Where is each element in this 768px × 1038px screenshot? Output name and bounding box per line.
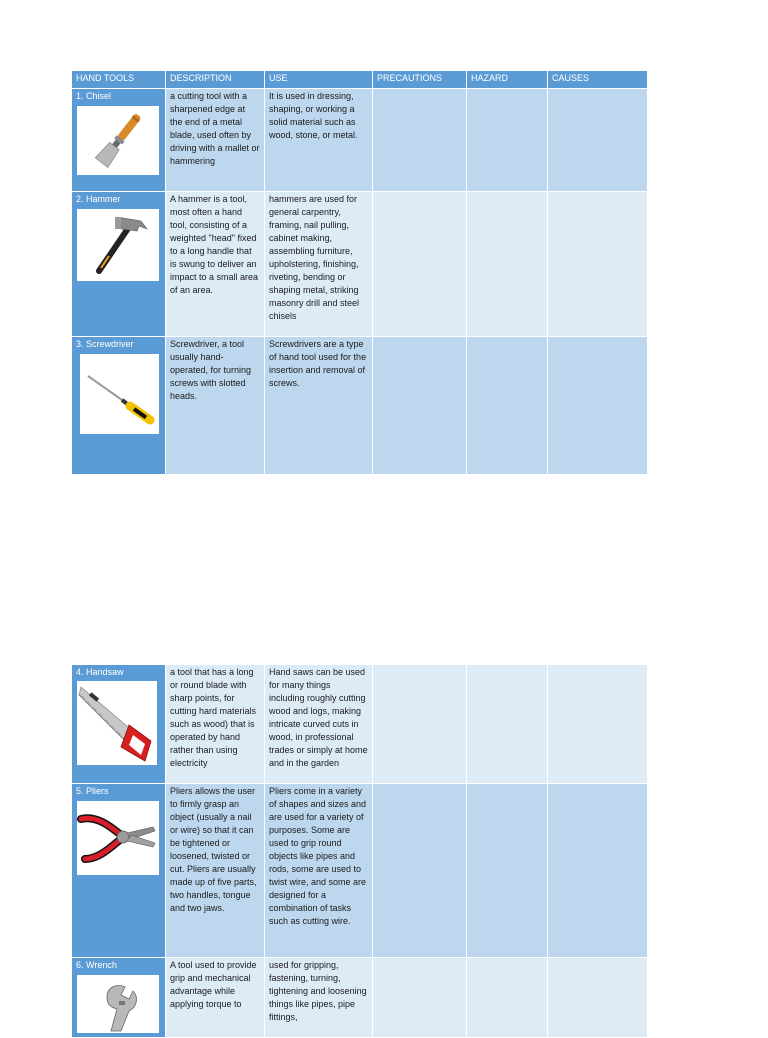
table-row <box>72 958 648 1038</box>
tool-cell <box>72 958 166 1038</box>
use-cell <box>265 192 373 337</box>
precautions-cell <box>373 337 467 475</box>
use-cell <box>265 665 373 784</box>
description-text: A hammer is a tool, most often a hand tool, consisting of a weighted "head" fixed to a long handle that is swung to deliver an impact to a small area of an area. <box>170 194 259 295</box>
table-header-row <box>72 71 648 89</box>
hazard-cell <box>467 784 548 958</box>
tool-name: 5. Pliers <box>76 786 109 796</box>
wrench-icon <box>77 975 159 1033</box>
hazard-cell <box>467 89 548 192</box>
causes-cell <box>548 192 648 337</box>
header-hand-tools: HAND TOOLS <box>72 71 166 89</box>
table-row <box>72 89 648 192</box>
tool-name: 1. Chisel <box>76 91 112 101</box>
hazard-cell <box>467 337 548 475</box>
description-cell <box>166 337 265 475</box>
use-cell <box>265 958 373 1038</box>
use-cell <box>265 89 373 192</box>
tool-cell <box>72 89 166 192</box>
tool-name: 4. Handsaw <box>76 667 124 677</box>
description-cell <box>166 89 265 192</box>
use-text: Hand saws can be used for many things including roughly cutting wood and logs, making intricate curved cuts in wood, in professional trades or simply at home and in the garden <box>269 667 368 768</box>
use-text: hammers are used for general carpentry, framing, nail pulling, cabinet making, assembling furniture, upholstering, finishing, riveting, bending or shaping metal, striking masonry drill and steel chisels <box>269 194 360 321</box>
description-cell <box>166 665 265 784</box>
header-hazard: HAZARD <box>467 71 548 89</box>
table-row <box>72 665 648 784</box>
hazard-cell <box>467 958 548 1038</box>
tool-cell <box>72 784 166 958</box>
header-use: USE <box>265 71 373 89</box>
tool-cell <box>72 665 166 784</box>
hammer-icon <box>77 209 159 281</box>
causes-cell <box>548 665 648 784</box>
use-text: Pliers come in a variety of shapes and sizes and are used for a variety of purposes. Some are used to grip round objects like pipes and rods, some are used to twist wire, and some are designed for a combination of tasks such as cutting wire. <box>269 786 367 926</box>
table-row <box>72 192 648 337</box>
description-text: A tool used to provide grip and mechanical advantage while applying torque to <box>170 960 257 1009</box>
header-description: DESCRIPTION <box>166 71 265 89</box>
causes-cell <box>548 337 648 475</box>
table-row <box>72 784 648 958</box>
header-precautions: PRECAUTIONS <box>373 71 467 89</box>
use-text: used for gripping, fastening, turning, tightening and loosening things like pipes, pipe fittings, <box>269 960 367 1022</box>
description-text: Pliers allows the user to firmly grasp an object (usually a nail or wire) so that it can be tightened or loosened, twisted or cut. Pliers are usually made up of five parts, two handles, tongue and two jaws. <box>170 786 257 913</box>
precautions-cell <box>373 665 467 784</box>
hand-tools-table <box>71 70 648 475</box>
precautions-cell <box>373 958 467 1038</box>
table-row <box>72 337 648 475</box>
causes-cell <box>548 89 648 192</box>
causes-cell <box>548 958 648 1038</box>
hazard-cell <box>467 192 548 337</box>
description-cell <box>166 958 265 1038</box>
tool-cell <box>72 337 166 475</box>
handsaw-icon <box>77 681 157 765</box>
header-causes: CAUSES <box>548 71 648 89</box>
precautions-cell <box>373 89 467 192</box>
tool-name: 2. Hammer <box>76 194 121 204</box>
use-text: It is used in dressing, shaping, or working a solid material such as wood, stone, or metal. <box>269 91 358 140</box>
description-cell <box>166 784 265 958</box>
description-text: a cutting tool with a sharpened edge at the end of a metal blade, used often by driving with a mallet or hammering <box>170 91 260 166</box>
tool-name: 6. Wrench <box>76 960 117 970</box>
use-cell <box>265 784 373 958</box>
precautions-cell <box>373 192 467 337</box>
tool-cell <box>72 192 166 337</box>
causes-cell <box>548 784 648 958</box>
tool-name: 3. Screwdriver <box>76 339 134 349</box>
precautions-cell <box>373 784 467 958</box>
screwdriver-icon <box>80 354 159 434</box>
use-cell <box>265 337 373 475</box>
use-text: Screwdrivers are a type of hand tool used for the insertion and removal of screws. <box>269 339 367 388</box>
description-cell <box>166 192 265 337</box>
chisel-icon <box>77 106 159 175</box>
hand-tools-table-continued <box>71 664 648 1038</box>
description-text: a tool that has a long or round blade with sharp points, for cutting hard materials such as wood) that is operated by hand rather than using electricity <box>170 667 257 768</box>
pliers-icon <box>77 801 159 875</box>
description-text: Screwdriver, a tool usually hand-operated, for turning screws with slotted heads. <box>170 339 252 401</box>
hazard-cell <box>467 665 548 784</box>
